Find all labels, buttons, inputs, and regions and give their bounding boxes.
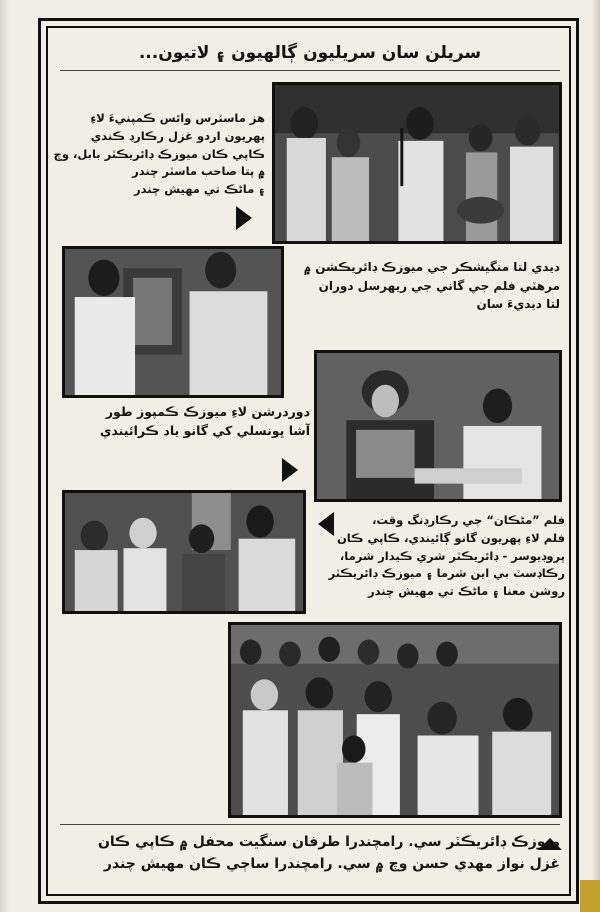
title-divider <box>60 70 560 71</box>
caption-line: روشن معنا ۽ ماڻڪ تي مهيش چندر <box>367 584 565 599</box>
photo-asha-doordarshan-image <box>317 353 559 499</box>
caption-line: لتا ديديءَ سان <box>476 297 560 312</box>
caption-line: آشا ڀونسلي کي گانو ياد ڪرائيندي <box>100 423 310 439</box>
page-tab-marker <box>580 880 600 912</box>
caption-music-gathering <box>55 832 560 875</box>
pointer-arrow-icon <box>236 206 252 230</box>
pointer-arrow-icon <box>318 512 334 536</box>
caption-line: پروڊيوسر - ڊائريڪٽر شري ڪيدار شرما، <box>339 548 565 563</box>
caption-line: ديدي لتا منگيشڪر جي ميوزڪ ڊائريڪشن ۾ <box>304 260 560 274</box>
caption-line: پهريون اردو غزل رڪارڊ ڪندي <box>90 128 265 143</box>
caption-lata-rehearsal <box>290 258 560 314</box>
pointer-arrow-icon <box>282 458 298 482</box>
caption-film-recording <box>315 512 565 601</box>
caption-divider <box>60 824 560 825</box>
caption-line: فلم لاءِ پهريون گانو ڳائيندي، ڪاپي ڪان <box>336 530 565 545</box>
photo-film-recording-image <box>65 493 303 611</box>
caption-line: ۽ ماڻڪ تي مهيش چندر <box>134 182 265 197</box>
photo-lata-rehearsal <box>62 246 284 398</box>
photo-recording-session <box>272 82 562 244</box>
caption-line: ۾ پتا صاحب ماسٽر چندر <box>132 164 265 179</box>
caption-line: دوردرشن لاءِ ميوزڪ ڪمپوز طور <box>105 404 310 419</box>
caption-line: غزل نواز مهدي حسن وچ ۾ سي. رامچندرا ساڄي ڪان مهيش چندر <box>103 855 560 872</box>
caption-line: رڪاڊسٽ بي اين شرما ۽ ميوزڪ ڊائريڪٽر <box>328 566 565 581</box>
photo-music-gathering-image <box>231 625 559 815</box>
page-edge-right <box>592 0 600 912</box>
photo-music-gathering <box>228 622 562 818</box>
page-title: سريلن سان سريليون ڳالهيون ۽ لاتيون... <box>138 43 482 63</box>
photo-lata-rehearsal-image <box>65 249 281 395</box>
photo-film-recording <box>62 490 306 614</box>
caption-line: ڪاپي ڪان ميوزڪ ڊائريڪٽر بابل، وچ <box>53 146 265 161</box>
page-edge-left <box>0 0 10 912</box>
caption-asha-doordarshan <box>65 402 310 441</box>
photo-asha-doordarshan <box>314 350 562 502</box>
caption-line: فلم ”مڻڪان“ جي رڪارڊنگ وقت، <box>372 513 565 527</box>
caption-recording-session <box>55 110 265 199</box>
caption-line: مرهٽي فلم جي گاني جي ريهرسل دوران <box>318 278 560 293</box>
caption-line: ميوزڪ ڊائريڪٽر سي. رامچندرا طرفان سنگيت محفل ۾ ڪاپي ڪان <box>97 834 560 850</box>
caption-line: هز ماسٽرس وائس ڪمپنيءَ لاءِ <box>90 111 265 125</box>
photo-recording-session-image <box>275 85 559 241</box>
